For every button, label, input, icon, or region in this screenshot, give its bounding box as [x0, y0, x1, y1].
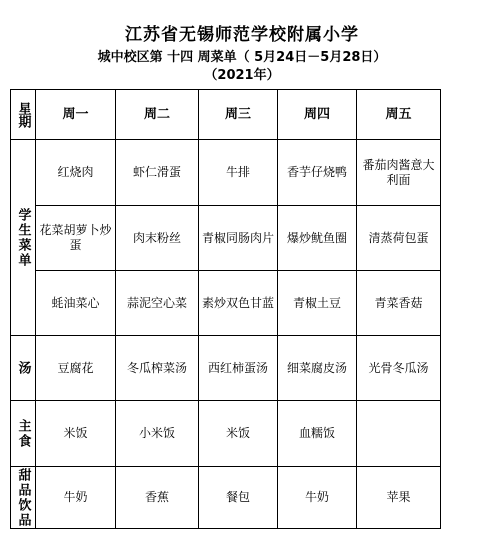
dish-cell: 小米饭: [116, 401, 199, 467]
dish-cell: 虾仁滑蛋: [116, 140, 199, 206]
menu-year: （2021年）: [204, 68, 280, 83]
table-header-row: [11, 90, 441, 140]
dish-cell: 香芋仔烧鸭: [278, 140, 357, 206]
table-row: [11, 401, 441, 467]
dish-cell: 素炒双色甘蓝: [199, 271, 278, 336]
dish-cell: 米饭: [36, 401, 116, 467]
day-header-wed: 周三: [199, 90, 278, 140]
category-staple: 主食: [11, 401, 36, 467]
category-soup: 汤: [11, 336, 36, 401]
dish-cell: 青椒土豆: [278, 271, 357, 336]
table-row: [11, 140, 441, 206]
menu-table: [10, 89, 441, 529]
dish-cell: 红烧肉: [36, 140, 116, 206]
table-row: [11, 206, 441, 271]
table-row: [11, 467, 441, 529]
dish-cell: 青椒同肠肉片: [199, 206, 278, 271]
dish-cell: 花菜胡萝卜炒蛋: [36, 206, 116, 271]
dish-cell: 香蕉: [116, 467, 199, 529]
dish-cell: 豆腐花: [36, 336, 116, 401]
category-student-menu: 学生菜单: [11, 140, 36, 336]
dish-cell: 青菜香菇: [357, 271, 441, 336]
dish-cell: 餐包: [199, 467, 278, 529]
dish-cell: 西红柿蛋汤: [199, 336, 278, 401]
dish-cell: 牛奶: [36, 467, 116, 529]
category-dessert-drink: 甜品饮品: [11, 467, 36, 529]
table-row: [11, 271, 441, 336]
dish-cell: 牛奶: [278, 467, 357, 529]
weekday-corner-header: 星期: [11, 90, 36, 140]
day-header-thu: 周四: [278, 90, 357, 140]
dish-cell: 苹果: [357, 467, 441, 529]
dish-cell: 冬瓜榨菜汤: [116, 336, 199, 401]
page-title: 江苏省无锡师范学校附属小学: [125, 25, 359, 45]
menu-subtitle: 城中校区第 十四 周菜单（ 5月24日－5月28日）: [97, 50, 387, 65]
dish-cell: 蚝油菜心: [36, 271, 116, 336]
dish-cell: 清蒸荷包蛋: [357, 206, 441, 271]
day-header-mon: 周一: [36, 90, 116, 140]
dish-cell: 血糯饭: [278, 401, 357, 467]
table-row: [11, 336, 441, 401]
dish-cell: 细菜腐皮汤: [278, 336, 357, 401]
dish-cell: 番茄肉酱意大利面: [357, 140, 441, 206]
dish-cell: 肉末粉丝: [116, 206, 199, 271]
dish-cell: 光骨冬瓜汤: [357, 336, 441, 401]
dish-cell: 牛排: [199, 140, 278, 206]
dish-cell: 爆炒鱿鱼圈: [278, 206, 357, 271]
dish-cell: 蒜泥空心菜: [116, 271, 199, 336]
day-header-tue: 周二: [116, 90, 199, 140]
dish-cell: [357, 401, 441, 467]
dish-cell: 米饭: [199, 401, 278, 467]
day-header-fri: 周五: [357, 90, 441, 140]
